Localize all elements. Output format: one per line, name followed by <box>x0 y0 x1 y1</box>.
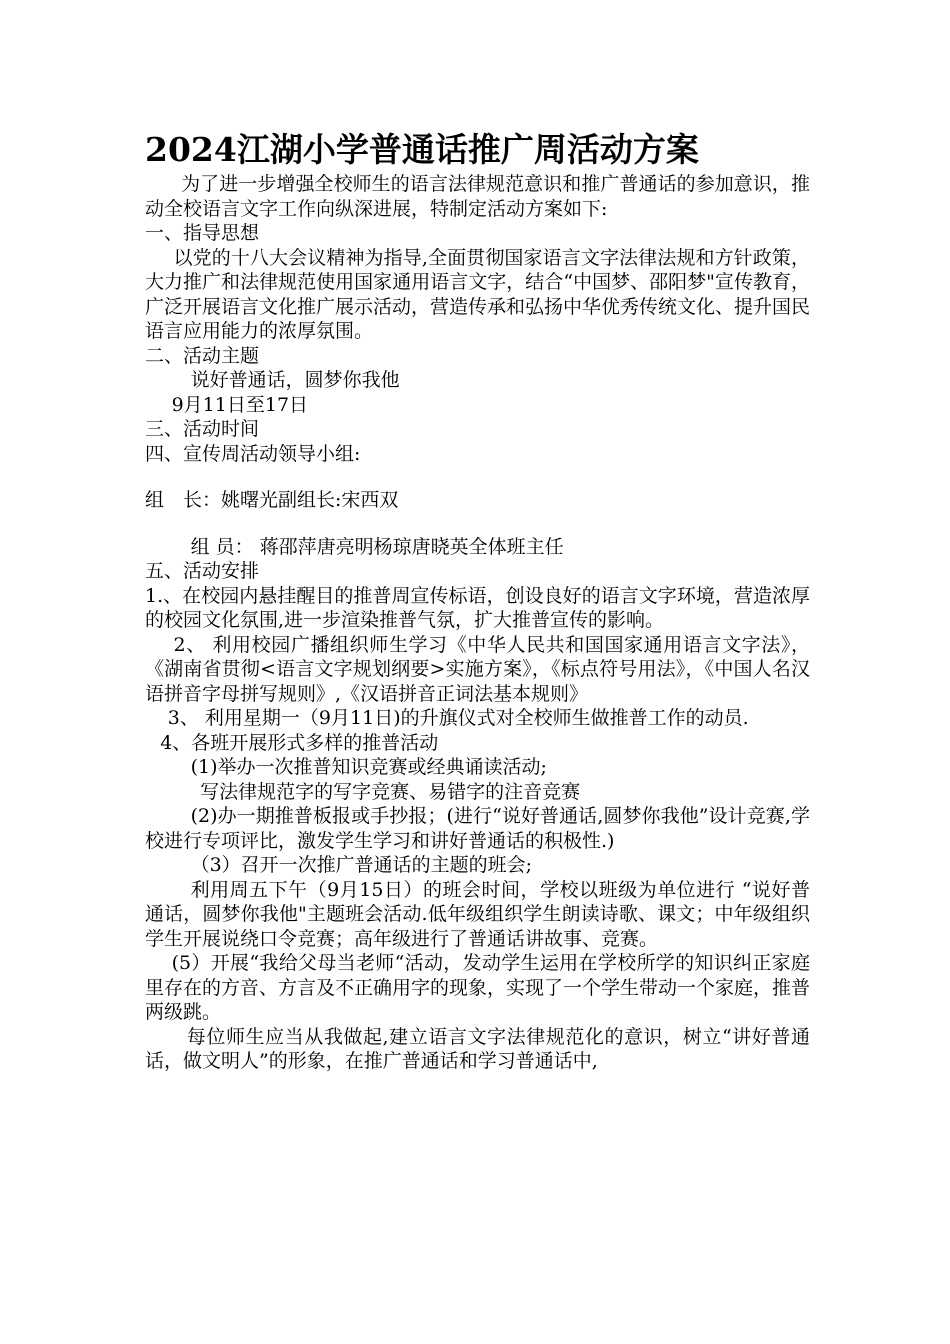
paragraph: 每位师生应当从我做起,建立语言文字法律规范化的意识，树立“讲好普通话，做文明人”的形象，在推广普通话和学习普通话中, <box>145 1025 810 1072</box>
paragraph: 2、 利用校园广播组织师生学习《中华人民共和国国家通用语言文字法》，《湖南省贯彻<语言文字规划纲要>实施方案》，《标点符号用法》，《中国人名汉语拼音字母拼写规则》,《汉语拼音正词法基本规则》 <box>145 633 810 705</box>
blank-line <box>145 513 810 535</box>
paragraph: 以党的十八大会议精神为指导,全面贯彻国家语言文字法律法规和方针政策，大力推广和法律规范使用国家通用语言文字，结合“中国梦、邵阳梦"宣传教育，广泛开展语言文化推广展示活动，营造传承和弘扬中华优秀传统文化、提升国民语言应用能力的浓厚氛围。 <box>145 246 811 342</box>
document-body <box>145 128 810 1074</box>
paragraph: 9月11日至17日 <box>171 393 309 416</box>
paragraph: 4、各班开展形式多样的推普活动 <box>160 731 439 754</box>
paragraph: 一、指导思想 <box>145 222 260 244</box>
paragraph: （3）召开一次推广普通话的主题的班会; <box>190 854 533 876</box>
paragraph: 利用周五下午（9月15日）的班会时间，学校以班级为单位进行 “说好普通话，圆梦你我他"主题班会活动.低年级组织学生朗读诗歌、课文；中年级组织学生开展说绕口令竞赛；高年级进行了普通话讲故事、竞赛。 <box>145 878 810 950</box>
paragraph: (5）开展“我给父母当老师“活动，发动学生运用在学校所学的知识纠正家庭里存在的方音、方言及不正确用字的现象，实现了一个学生带动一个家庭，推普两级跳。 <box>145 952 811 1023</box>
paragraph: 1.、在校园内悬挂醒目的推普周宣传标语，创设良好的语言文字环境，营造浓厚的校园文化氛围,进一步渲染推普气氛，扩大推普宣传的影响。 <box>145 584 810 631</box>
paragraph: 二、活动主题 <box>145 344 260 367</box>
paragraph: 3、 利用星期一（9月11日)的升旗仪式对全校师生做推普工作的动员. <box>167 707 749 729</box>
document-title: 2024江湖小学普通话推广周活动方案 <box>145 130 699 169</box>
paragraph: 三、活动时间 <box>145 418 260 440</box>
paragraph: 四、宣传周活动领导小组: <box>145 442 361 465</box>
paragraph: (1)举办一次推普知识竞赛或经典诵读活动; <box>190 756 547 778</box>
blank-line <box>145 466 810 488</box>
paragraph: 说好普通话，圆梦你我他 <box>190 369 400 391</box>
paragraph: 五、活动安排 <box>145 560 260 582</box>
paragraph: 组 员： 蒋邵萍唐亮明杨琼唐晓英全体班主任 <box>190 535 564 558</box>
paragraph: 为了进一步增强全校师生的语言法律规范意识和推广普通话的参加意识，推动全校语言文字工作向纵深进展，特制定活动方案如下: <box>145 173 810 220</box>
paragraph: (2)办一期推普板报或手抄报；(进行“说好普通话,圆梦你我他”设计竞赛,学校进行专项评比，激发学生学习和讲好普通话的积极性.) <box>145 805 810 852</box>
paragraph: 组 长：姚曙光副组长:宋西双 <box>145 489 399 511</box>
paragraph-list <box>145 172 810 1074</box>
paragraph: 写法律规范字的写字竞赛、易错字的注音竞赛 <box>200 780 581 803</box>
